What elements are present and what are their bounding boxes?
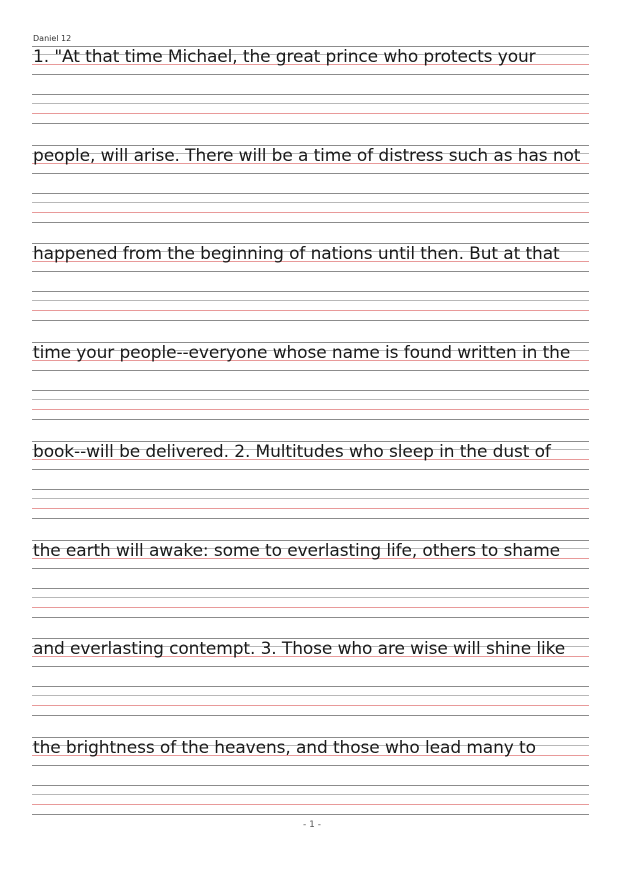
guide-line-red — [32, 310, 589, 311]
text-line: the earth will awake: some to everlasting life, others to shame — [33, 541, 561, 561]
guide-line-red — [32, 508, 589, 509]
text-line: 1. "At that time Michael, the great prince who protects your — [33, 47, 536, 67]
guide-line — [32, 568, 589, 569]
guide-line — [32, 785, 589, 786]
guide-line — [32, 498, 589, 499]
guide-line — [32, 399, 589, 400]
text-line: people, will arise. There will be a time of distress such as has not — [33, 146, 581, 166]
guide-line — [32, 94, 589, 95]
guide-line — [32, 320, 589, 321]
guide-line-red — [32, 113, 589, 114]
guide-line — [32, 695, 589, 696]
guide-line-red — [32, 409, 589, 410]
guide-line-red — [32, 804, 589, 805]
guide-line — [32, 222, 589, 223]
text-line: time your people--everyone whose name is found written in the — [33, 343, 571, 363]
guide-line — [32, 370, 589, 371]
guide-line — [32, 271, 589, 272]
guide-line — [32, 103, 589, 104]
text-line: and everlasting contempt. 3. Those who are wise will shine like — [33, 639, 566, 659]
guide-line — [32, 173, 589, 174]
guide-line — [32, 518, 589, 519]
guide-line — [32, 123, 589, 124]
guide-line — [32, 469, 589, 470]
guide-line — [32, 202, 589, 203]
document-title: Daniel 12 — [33, 34, 72, 43]
guide-line — [32, 419, 589, 420]
guide-line-red — [32, 705, 589, 706]
page-number: - 1 - — [303, 820, 321, 830]
guide-line-red — [32, 212, 589, 213]
guide-line — [32, 814, 589, 815]
guide-line — [32, 588, 589, 589]
guide-line — [32, 597, 589, 598]
guide-line — [32, 193, 589, 194]
guide-line — [32, 666, 589, 667]
guide-line — [32, 794, 589, 795]
text-line: happened from the beginning of nations until then. But at that — [33, 244, 560, 264]
guide-line — [32, 765, 589, 766]
text-line: the brightness of the heavens, and those who lead many to — [33, 738, 536, 758]
text-line: book--will be delivered. 2. Multitudes who sleep in the dust of — [33, 442, 551, 462]
guide-line — [32, 489, 589, 490]
guide-line — [32, 686, 589, 687]
guide-line — [32, 390, 589, 391]
guide-line — [32, 291, 589, 292]
guide-line-red — [32, 607, 589, 608]
guide-line — [32, 617, 589, 618]
guide-line — [32, 74, 589, 75]
guide-line — [32, 300, 589, 301]
guide-line — [32, 715, 589, 716]
